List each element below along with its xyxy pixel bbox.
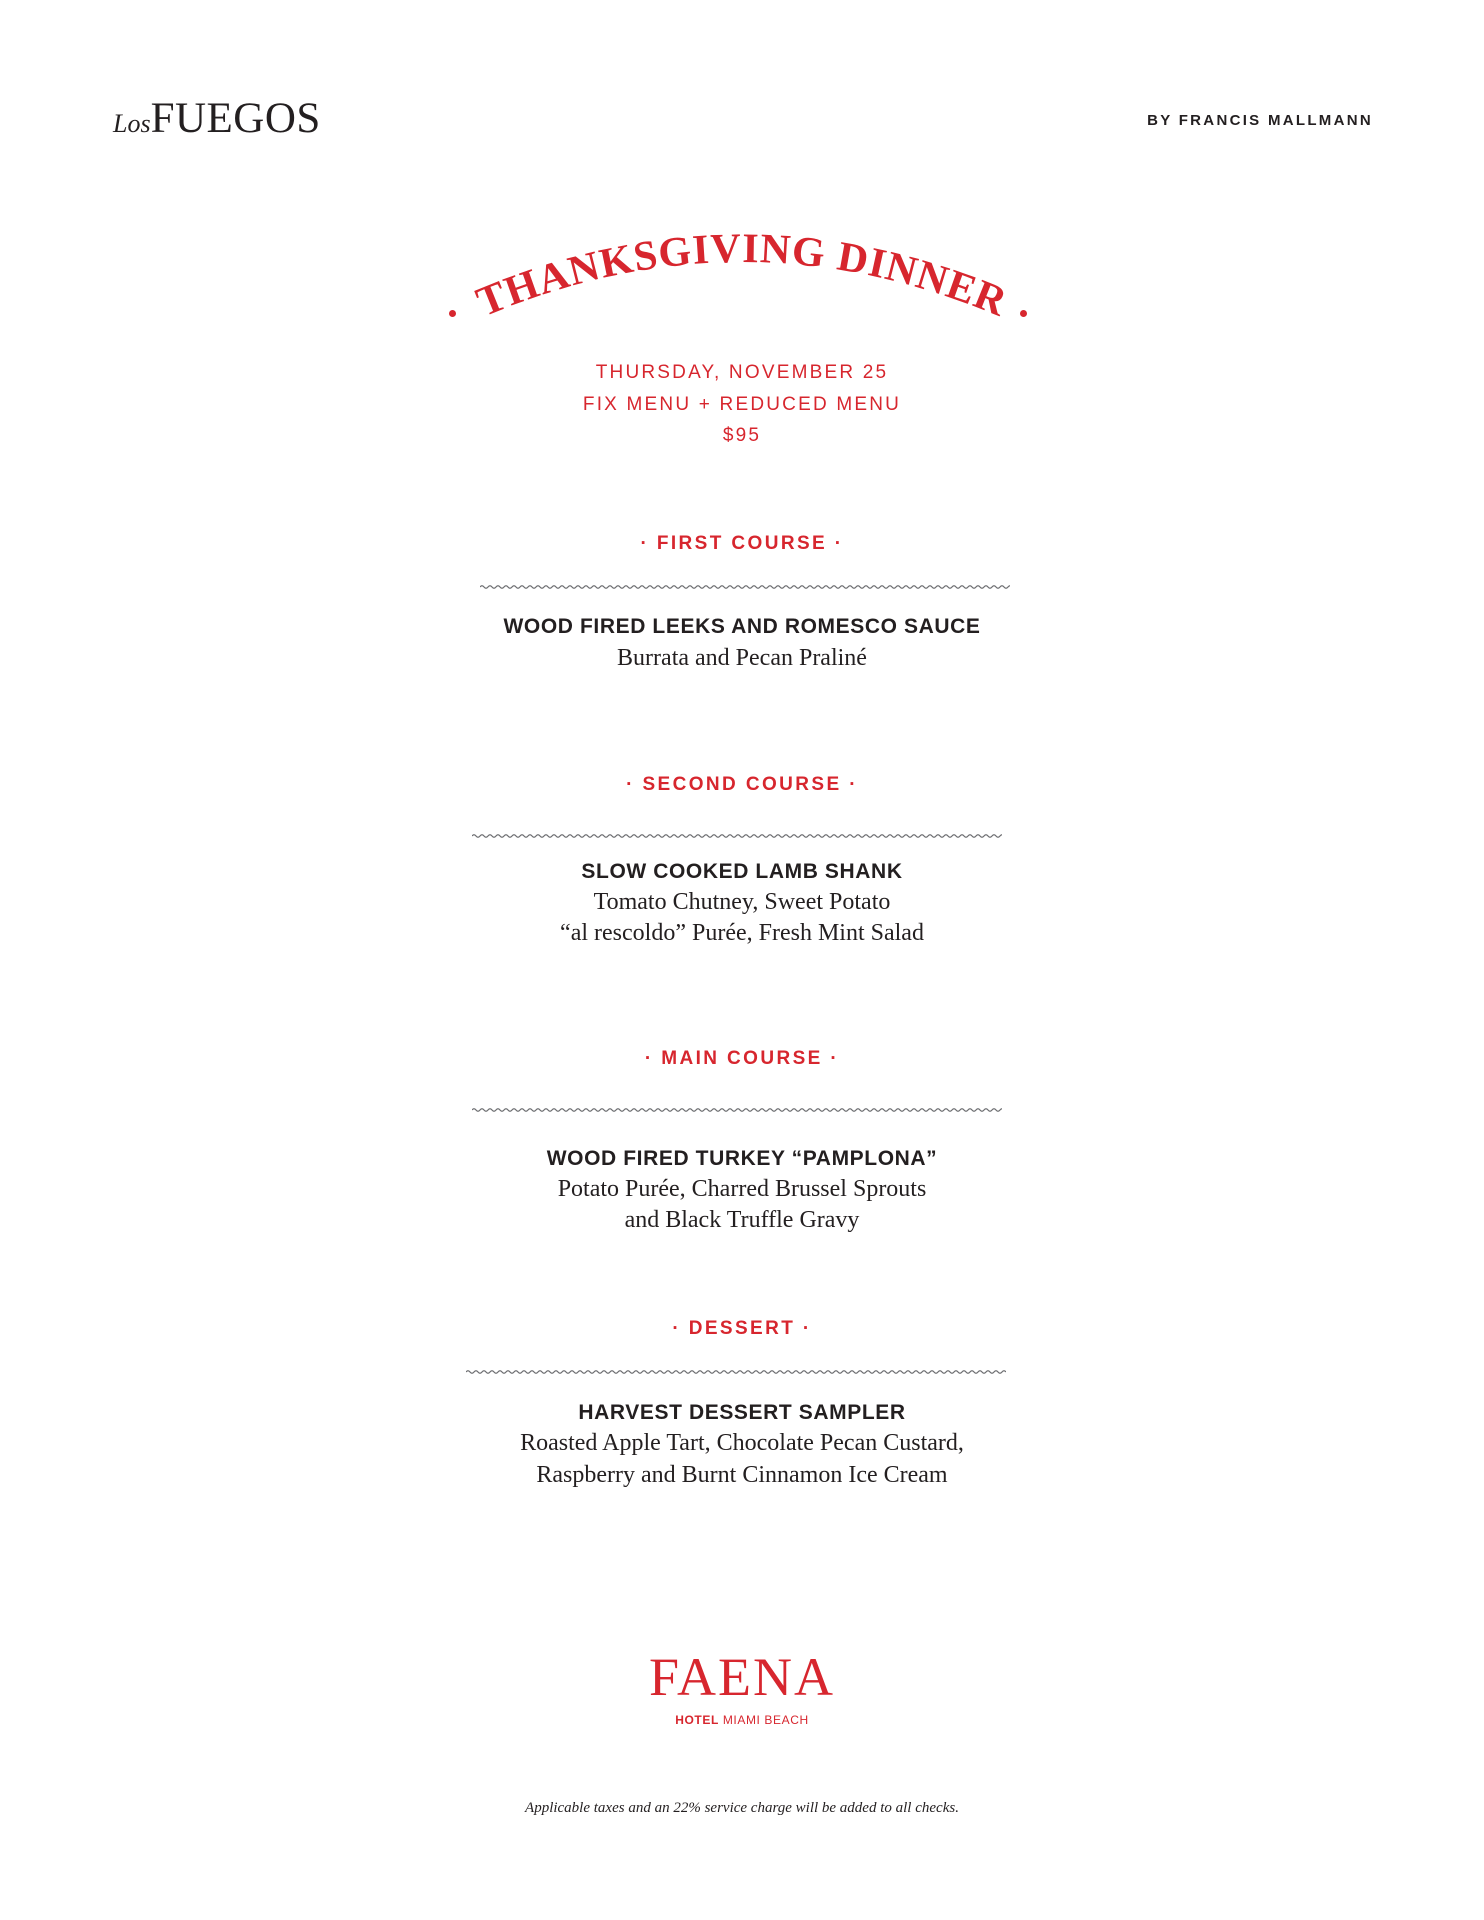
dish-name-main: WOOD FIRED TURKEY “PAMPLONA” — [546, 1147, 938, 1170]
course-label-dessert: · DESSERT · — [672, 1318, 812, 1339]
wave-divider — [466, 1368, 1006, 1376]
title-dot-right — [1020, 310, 1027, 317]
event-date: THURSDAY, NOVEMBER 25 — [595, 362, 889, 383]
brand-logo — [113, 94, 321, 143]
hotel-subtitle — [0, 1713, 1484, 1727]
faena-logo: FAENA — [648, 1647, 835, 1707]
hotel-location: MIAMI BEACH — [722, 1713, 809, 1727]
wave-divider — [472, 1106, 1002, 1114]
event-menu-type: FIX MENU + REDUCED MENU — [582, 394, 902, 415]
dish-name-first: WOOD FIRED LEEKS AND ROMESCO SAUCE — [503, 615, 981, 638]
wave-divider — [480, 583, 1010, 591]
dish-description-second-line1: Tomato Chutney, Sweet Potato — [593, 889, 891, 915]
dish-description-first: Burrata and Pecan Praliné — [617, 645, 867, 671]
dish-description-main-line1: Potato Purée, Charred Brussel Sprouts — [557, 1176, 927, 1202]
event-title-text: THANKSGIVING DINNER — [470, 232, 1014, 326]
wave-divider — [472, 832, 1002, 840]
dish-name-second: SLOW COOKED LAMB SHANK — [581, 860, 903, 883]
title-dot-left — [449, 310, 456, 317]
brand-name: FUEGOS — [150, 95, 321, 142]
course-label-second: · SECOND COURSE · — [626, 774, 858, 795]
course-label-first: · FIRST COURSE · — [640, 533, 844, 554]
byline: BY FRANCIS MALLMANN — [1147, 112, 1373, 129]
service-charge-note: Applicable taxes and an 22% service charge will be added to all checks. — [525, 1800, 959, 1816]
dish-description-main-line2: and Black Truffle Gravy — [624, 1207, 860, 1233]
dish-description-second-line2: “al rescoldo” Purée, Fresh Mint Salad — [560, 920, 924, 946]
course-label-main: · MAIN COURSE · — [644, 1048, 840, 1069]
hotel-label: HOTEL — [675, 1713, 719, 1727]
event-price: $95 — [722, 425, 762, 446]
dish-name-dessert: HARVEST DESSERT SAMPLER — [578, 1401, 906, 1424]
dish-description-dessert-line2: Raspberry and Burnt Cinnamon Ice Cream — [536, 1462, 948, 1488]
event-title — [432, 232, 1052, 342]
brand-prefix: Los — [113, 109, 151, 138]
dish-description-dessert-line1: Roasted Apple Tart, Chocolate Pecan Custard, — [520, 1430, 964, 1456]
svg-text:THANKSGIVING DINNER — [470, 232, 1013, 326]
